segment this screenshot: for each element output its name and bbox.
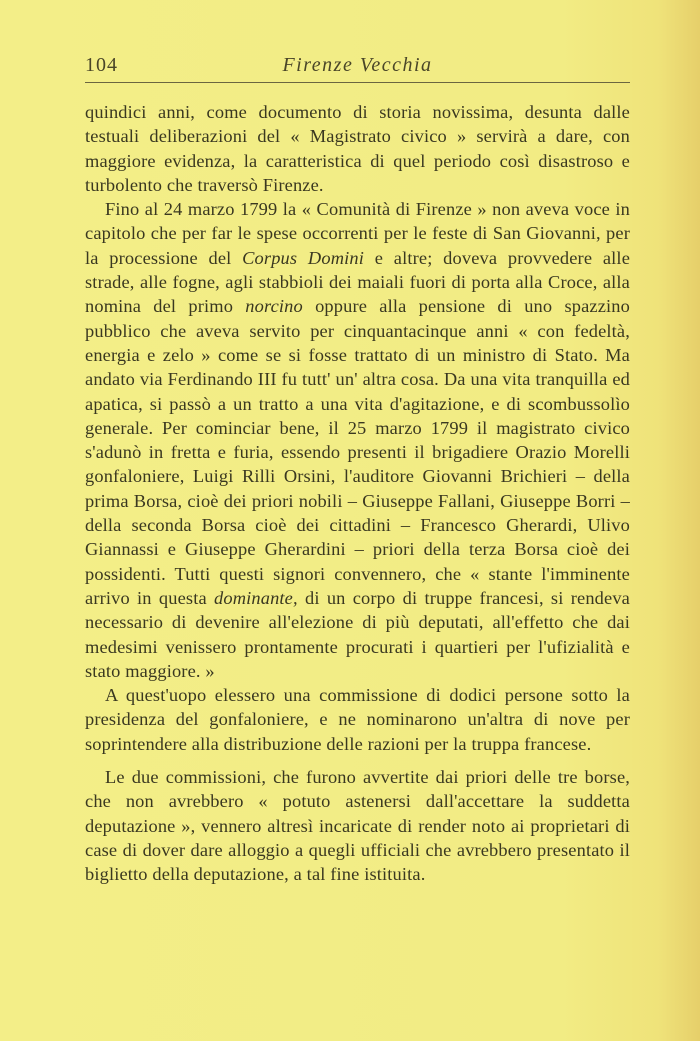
paragraph-4 — [85, 765, 630, 886]
page-header — [85, 54, 630, 80]
page-number: 104 — [85, 54, 118, 76]
text-segment: A quest'uopo elessero una commissione di dodici persone sotto la presidenza del gonfaloniere, e ne nominarono un'altra di nove per soprintendere alla distribuzione delle razioni per la truppa francese. — [85, 685, 630, 754]
header-rule — [85, 82, 630, 83]
running-title: Firenze Vecchia — [282, 54, 433, 76]
text-segment: Fino al 24 marzo 1799 la « Comunità di Firenze » non aveva voce in capitolo che per far le spese occorrenti per le feste di San Giovanni, per la processione del — [85, 199, 630, 268]
paragraph-2 — [85, 197, 630, 683]
text-segment: di un corpo di truppe francesi, si rendeva necessario di devenire all'elezione di più deputati, all'effetto che dai medesimi venissero prontamente procurati i quartieri per l'ufizialità e stato maggiore. » — [85, 587, 630, 681]
italic-segment: Corpus Domini — [242, 247, 365, 268]
text-segment: e altre; doveva provvedere alle strade, alle fogne, agli stabbioli dei maiali fuori di porta alla Croce, alla nomina del primo — [85, 247, 631, 317]
paragraph-1 — [85, 100, 630, 197]
text-segment: Le due commissioni, che furono avvertite dai priori delle tre borse, che non avrebbero « potuto astenersi dall'accettare la suddetta deputazione », vennero altresì incaricate di render noto ai proprietari di case di dover dare alloggio a quegli ufficiali che avrebbero presentato il biglietto della deputazione, a tal fine istituita. — [85, 767, 630, 885]
paragraph-3 — [85, 683, 630, 756]
italic-segment: dominante, — [214, 587, 298, 608]
body-text — [85, 100, 630, 887]
text-segment: oppure alla pensione di uno spazzino pubblico che aveva servito per cinquantacinque anni « con fedeltà, energia e zelo » come se si fosse trattato di un ministro di Stato. Ma andato via Ferdinando III fu tutt' un' altra cosa. Da una vita tranquilla ed apatica, si passò a un tratto a una vita d'agitazione, e di scombussolìo generale. Per cominciar bene, il 25 marzo 1799 il magistrato civico s'adunò in fretta e furia, essendo presenti il brigadiere Orazio Morelli gonfaloniere, Luigi Rilli Orsini, l'auditore Giovanni Brichieri – della prima Borsa, cioè dei priori nobili – Giuseppe Fallani, Giuseppe Borri – della seconda Borsa cioè dei cittadini – Francesco Gherardi, Ulivo Giannassi e Giuseppe Gherardini – priori della terza Borsa cioè dei possidenti. Tutti questi signori convennero, che « stante l'imminente arrivo in questa — [85, 296, 630, 608]
italic-segment: norcino — [245, 296, 303, 317]
text-segment: quindici anni, come documento di storia novissima, desunta dalle testuali deliberazioni del « Magistrato civico » servirà a dare, con maggiore evidenza, la caratteristica di quel periodo così disastroso e turbolento che traversò Firenze. — [85, 102, 630, 195]
